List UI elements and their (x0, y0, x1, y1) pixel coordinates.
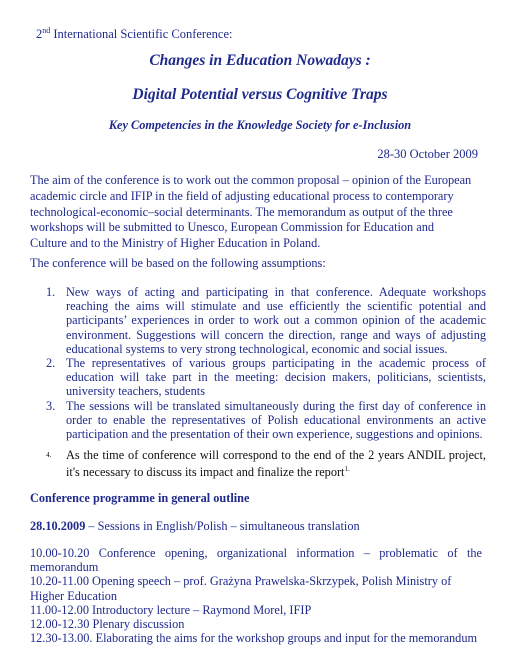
list-item-4 (46, 448, 486, 480)
programme-day-description: – Sessions in English/Polish – simultaneous translation (85, 519, 360, 533)
aim-line: technological-economic–social determinants. The memorandum as output of the three (30, 204, 453, 219)
list-item-number: 1. (46, 285, 56, 299)
programme-day-date: 28.10.2009 (30, 519, 86, 533)
conference-ordinal-heading (36, 26, 232, 42)
list-item-number: 2. (46, 356, 56, 371)
aim-line: Culture and to the Ministry of Higher Education in Poland. (30, 236, 321, 251)
list-item (46, 399, 486, 442)
title-line-2: Digital Potential versus Cognitive Traps (132, 86, 388, 103)
list-item-number: 3. (46, 398, 56, 413)
ordinal-suffix: nd (42, 26, 51, 35)
aim-line: The aim of the conference is to work out the common proposal – opinion of the European (30, 173, 472, 187)
assumptions-list (46, 285, 486, 441)
programme-heading: Conference programme in general outline (30, 491, 250, 505)
schedule-row: 11.00-12.00 Introductory lecture – Raymond Morel, IFIP (30, 602, 312, 617)
schedule-row: 12.30-13.00. Elaborating the aims for the workshop groups and input for the memorandum (30, 631, 478, 646)
programme-day-line (30, 519, 360, 534)
list-item (46, 285, 486, 356)
list-item-number: 4. (46, 450, 52, 459)
aim-line: academic circle and IFIP in the field of adjusting educational process to contemporary (30, 188, 454, 203)
assumptions-intro: The conference will be based on the following assumptions: (30, 256, 326, 270)
title-line-1: Changes in Education Nowadays : (149, 52, 371, 69)
list-item-text: The representatives of various groups participating in the academic process of education will take part in the meeting: decision makers, politicians, scientists, university teachers, students (66, 356, 486, 399)
list-item-text: New ways of acting and participating in that conference. Adequate workshops reaching the aims will stimulate and use efficiently the scientific potential and participants’ experiences in order to work out a common opinion of the academic environment. Suggestions will concern the direction, range and ways of adjusting educational systems to very strong technological, economic and social issues. (66, 285, 486, 356)
schedule-row: 12.00-12.30 Plenary discussion (30, 617, 185, 632)
schedule (30, 546, 482, 645)
ordinal-number: 2 (36, 27, 43, 42)
schedule-row: 10.20-11.00 Opening speech – prof. Grażyna Prawelska-Skrzypek, Polish Ministry of Higher Education (30, 574, 452, 603)
aim-paragraph (30, 173, 480, 252)
list-item (46, 356, 486, 399)
conference-label: International Scientific Conference: (53, 27, 233, 42)
subtitle: Key Competencies in the Knowledge Society for e-Inclusion (108, 118, 412, 132)
list-item-text: As the time of conference will correspond to the end of the 2 years ANDIL project, it's necessary to discuss its impact and finalize the report (66, 448, 486, 480)
aim-line: workshops will be submitted to Unesco, European Commission for Education and (30, 220, 435, 235)
conference-dates: 28-30 October 2009 (377, 147, 478, 161)
footnote-marker[interactable]: 1. (344, 465, 350, 474)
schedule-row: 10.00-10.20 Conference opening, organizational information – problematic of the memorandum (30, 546, 482, 575)
list-item-text: The sessions will be translated simultaneously during the first day of conference in order to enable the representatives of Polish educational environments an active participation and the presentation of their own experience, suggestions and opinions. (66, 398, 486, 442)
